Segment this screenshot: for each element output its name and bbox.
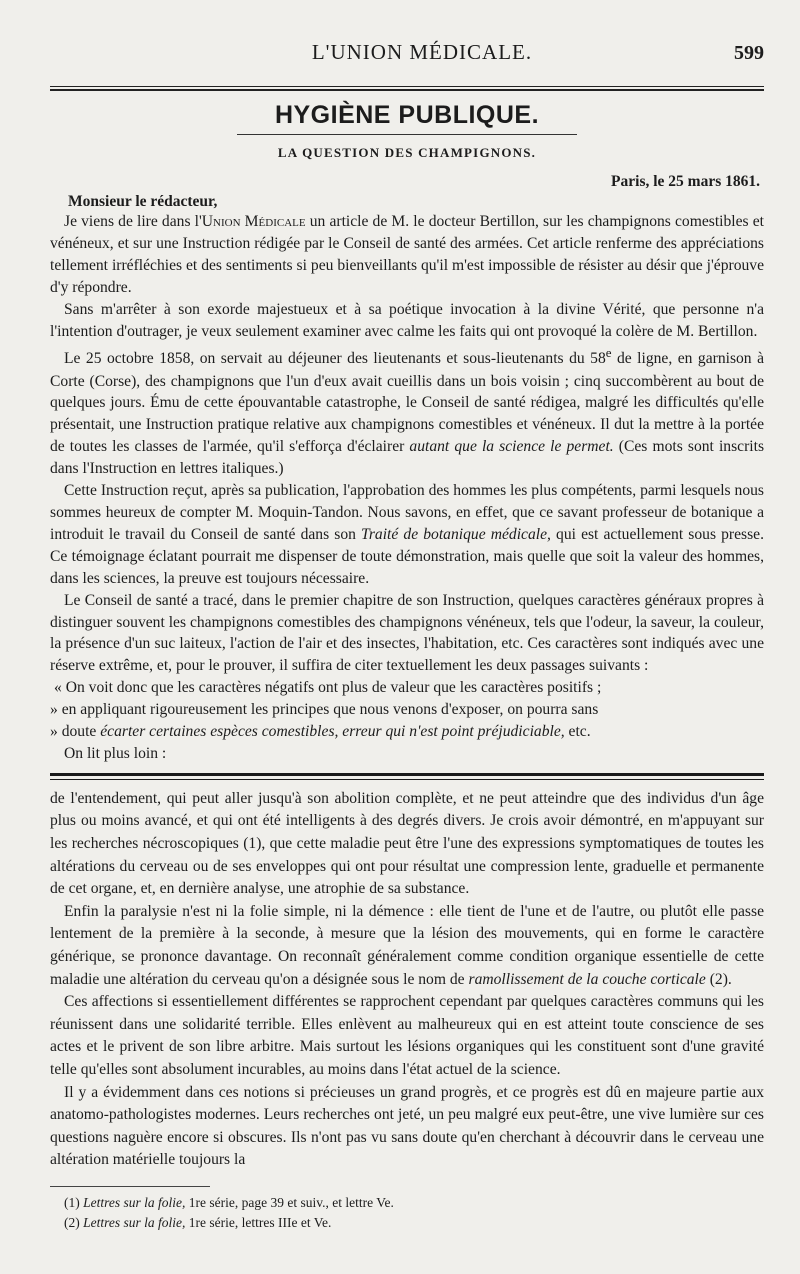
footnote-rule [50, 1186, 210, 1187]
header-rule [50, 86, 764, 91]
paragraph: Cette Instruction reçut, après sa publication, l'approbation des hommes les plus compétents, parmi lesquels nous sommes heureux de compter M. Moquin-Tandon. Nous savons, en effet, que ce savant professeur de botanique a introduit le travail du Conseil de santé dans son Traité de botanique médicale, qui est actuellement sous presse. Ce témoignage éclatant pourrait me dispenser de toute démonstration, mais quelle que soit la valeur des hommes, dans les sciences, la preuve est toujours nécessaire. [50, 482, 764, 587]
title-rule [237, 134, 577, 135]
section-title: HYGIÈNE PUBLIQUE. [274, 101, 540, 129]
page-number: 599 [734, 42, 764, 64]
quote-line: « On voit donc que les caractères négatifs ont plus de valeur que les caractères positifs ; [54, 679, 602, 697]
paragraph: Ces affections si essentiellement différentes se rapprochent cependant par quelques caractères communs qui les réunissent dans une solidarité terrible. Elles enlèvent au malheureux qui en est atteint toute conscience de ses actes et le privent de son libre arbitre. Mais surtout les lésions organiques qui les constituent sont d'une gravité telle qu'elles sont absolument incurables, au moins dans l'état actuel de la science. [50, 993, 764, 1078]
page-header [50, 40, 764, 80]
paragraph: On lit plus loin : [64, 744, 167, 762]
dateline: Paris, le 25 mars 1861. [611, 173, 760, 190]
paragraph: Le Conseil de santé a tracé, dans le premier chapitre de son Instruction, quelques caractères généraux propres à distinguer souvent les champignons comestibles des champignons vénéneux, tels que l'odeur, la saveur, la couleur, la présence d'un suc laiteux, l'action de l'air et des insectes, l'habitation, etc. Ces caractères sont indiqués avec une réserve extrême, et, pour le prouver, il suffira de citer textuellement les deux passages suivants : [50, 591, 764, 675]
footnote: (2) Lettres sur la folie, 1re série, lettres IIIe et Ve. [64, 1214, 332, 1230]
paragraph: Enfin la paralysie n'est ni la folie simple, ni la démence : elle tient de l'une et de l'autre, ou plutôt elle passe lentement de la première à la seconde, à mesure que la lésion des mouvements, qui en forme le caractère générique, se prononce davantage. On reconnaît généralement comme condition organique essentielle de cette maladie une altération du cerveau qu'on a désignée sous le nom de ramollissement de la couche corticale (2). [50, 902, 764, 988]
footnote: (1) Lettres sur la folie, 1re série, page 39 et suiv., et lettre Ve. [64, 1194, 394, 1210]
running-title: L'UNION MÉDICALE. [311, 40, 533, 64]
continued-article [50, 788, 764, 1172]
column-separator-rule [50, 773, 764, 780]
paragraph: Je viens de lire dans l'Union Médicale un article de M. le docteur Bertillon, sur les champignons comestibles et vénéneux, et sur une Instruction rédigée par le Conseil de santé des armées. Cet article renferme des appréciations tellement irréfléchies et des sentiments si peu bienveillants qu'il m'est impossible de résister au désir que j'éprouve d'y répondre. [50, 213, 764, 296]
paragraph: Le 25 octobre 1858, on servait au déjeuner des lieutenants et sous-lieutenants du 58e de ligne, en garnison à Corte (Corse), des champignons que l'un d'eux avait cueillis dans un bois voisin ; cinq succombèrent au bout de quelques jours. Ému de cette épouvantable catastrophe, le Conseil de santé rédigea, malgré les difficultés qu'elle présentait, une Instruction pratique relative aux champignons comestibles et vénéneux. Il dut la mettre à la portée de toutes les classes de l'armée, qu'il s'efforça d'éclairer autant que la science le permet. (Ces mots sont inscrits dans l'Instruction en lettres italiques.) [50, 345, 765, 478]
quote-line: » en appliquant rigoureusement les principes que nous venons d'exposer, on pourra sans [50, 701, 599, 719]
paragraph: de l'entendement, qui peut aller jusqu'à son abolition complète, et ne peut atteindre que des individus d'un âge plus ou moins avancé, et qui ont été intelligents à des degrés divers. Je crois avoir démontré, en m'appuyant sur les recherches nécroscopiques (1), que cette maladie peut être l'une des expressions symptomatiques de toutes les altérations du cerveau ou de ses enveloppes qui ont pour résultat une compression lente, graduelle et permanente de cet organe, et, en dernière analyse, une atrophie de sa substance. [50, 789, 764, 898]
salutation: Monsieur le rédacteur, [68, 193, 218, 210]
article-subtitle: LA QUESTION DES CHAMPIGNONS. [277, 145, 537, 160]
letter-body [50, 211, 764, 765]
paragraph: Il y a évidemment dans ces notions si précieuses un grand progrès, et ce progrès est dû en majeure partie aux anatomo-pathologistes modernes. Leurs recherches ont jeté, un peu malgré eux peut-être, une vive lumière sur ces questions naguère encore si obscures. Ils n'ont pas vu sans doute qu'en cherchant à découvrir dans le cerveau une altération matérielle toujours la [50, 1083, 764, 1169]
quote-line: » doute écarter certaines espèces comestibles, erreur qui n'est point préjudiciable, etc. [50, 723, 591, 741]
footnotes [50, 1193, 764, 1233]
paragraph: Sans m'arrêter à son exorde majestueux et à sa poétique invocation à la divine Vérité, que personne n'a l'intention d'outrager, je veux seulement examiner avec calme les faits qui ont provoqué la colère de M. Bertillon. [50, 300, 764, 340]
